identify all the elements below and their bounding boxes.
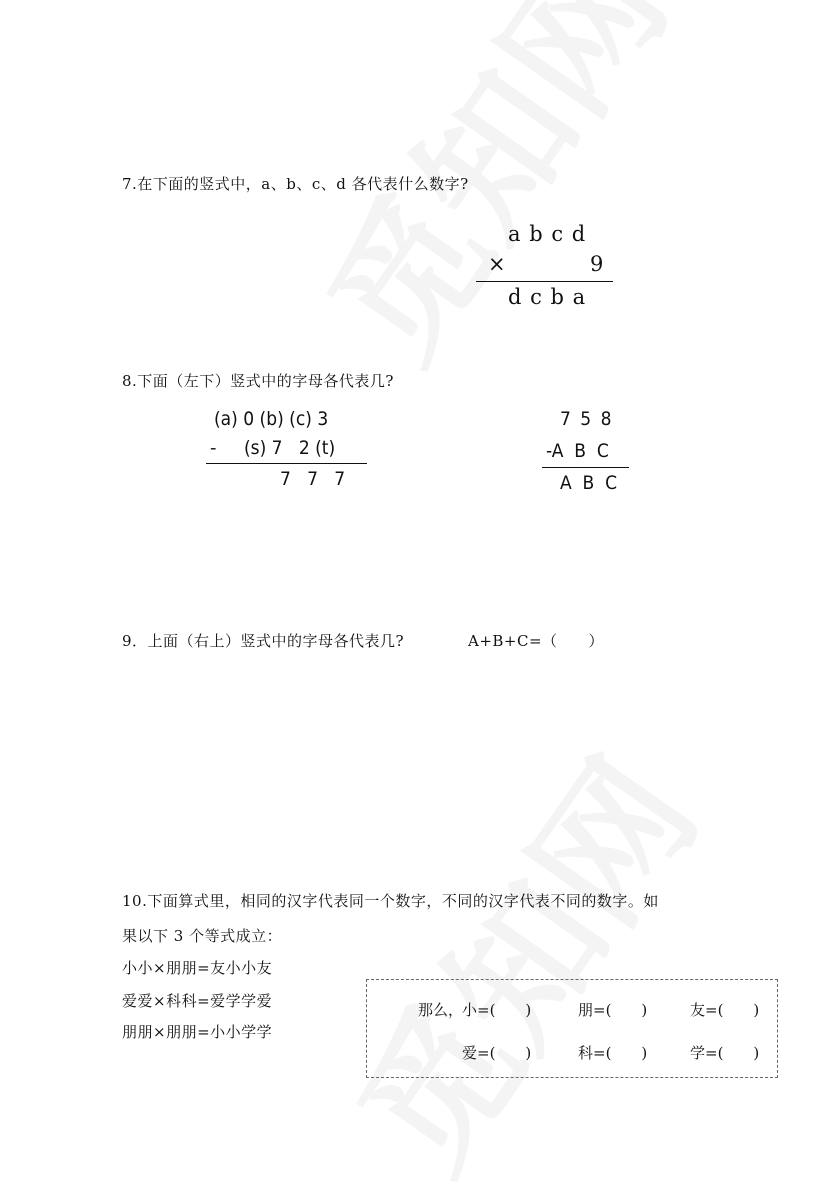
- question-10-line2: 果以下 3 个等式成立：: [122, 927, 283, 945]
- answer-xue[interactable]: 学=( ): [690, 1044, 760, 1062]
- watermark-bottom: [300, 711, 735, 1204]
- q8-left-rule: [206, 463, 367, 464]
- answer-xiao[interactable]: 小=( ): [462, 1001, 532, 1019]
- q10-equation-3: 朋朋×朋朋=小小学学: [122, 1023, 273, 1041]
- answer-peng[interactable]: 朋=( ): [578, 1001, 648, 1019]
- q7-times-sign: ×: [488, 252, 506, 276]
- watermark: [270, 0, 705, 394]
- q7-row1: a b c d: [508, 222, 587, 246]
- question-10-line1: 10.下面算式里，相同的汉字代表同一个数字，不同的汉字代表不同的数字。如: [122, 892, 659, 910]
- q8-right-row2: -A B C: [546, 440, 609, 462]
- q8-left-row1: (a) 0 (b) (c) 3: [214, 408, 329, 430]
- q7-rule: [476, 281, 613, 282]
- answer-prefix: 那么，: [418, 1001, 464, 1019]
- q8-right-rule: [542, 467, 629, 468]
- question-7-text: 7.在下面的竖式中，a、b、c、d 各代表什么数字?: [122, 175, 469, 193]
- q10-equation-1: 小小×朋朋=友小小友: [122, 959, 273, 977]
- answer-ke[interactable]: 科=( ): [578, 1044, 648, 1062]
- answer-you[interactable]: 友=( ): [690, 1001, 760, 1019]
- answer-box: [366, 979, 778, 1078]
- answer-ai[interactable]: 爱=( ): [462, 1044, 532, 1062]
- q8-left-result: 7 7 7: [280, 468, 346, 490]
- question-8-text: 8.下面（左下）竖式中的字母各代表几?: [122, 372, 394, 390]
- q8-right-row1: 7 5 8: [560, 408, 614, 430]
- question-9-text: 9．上面（右上）竖式中的字母各代表几?: [122, 632, 405, 650]
- q10-equation-2: 爱爱×科科=爱学学爱: [122, 992, 273, 1010]
- q9-formula: A+B+C=（ ）: [468, 632, 605, 650]
- q7-result: d c b a: [508, 285, 587, 309]
- q7-multiplier: 9: [590, 252, 604, 276]
- q8-left-row2: (s) 7 2 (t): [244, 437, 336, 459]
- q8-right-result: A B C: [560, 472, 618, 494]
- q8-left-minus: -: [210, 437, 217, 459]
